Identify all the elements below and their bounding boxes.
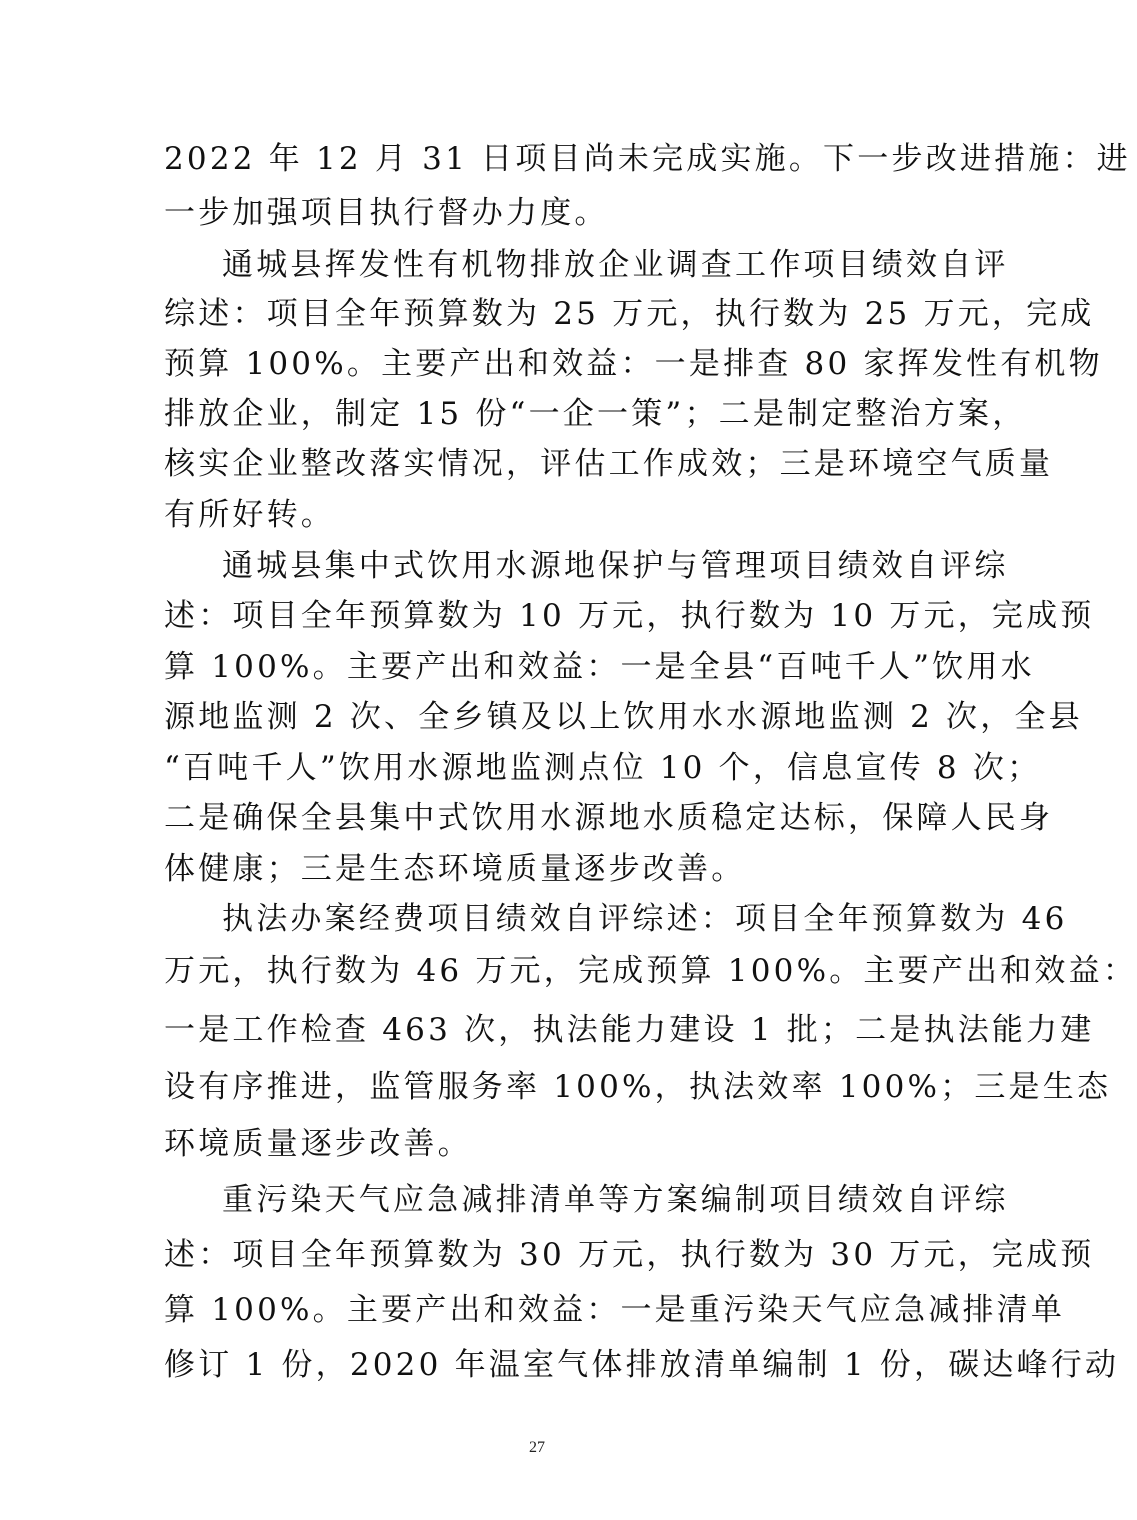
text-line: 修订 1 份，2020 年温室气体排放清单编制 1 份，碳达峰行动 (164, 1347, 1120, 1383)
text-line: 一步加强项目执行督办力度。 (164, 195, 609, 231)
text-line: 环境质量逐步改善。 (164, 1126, 472, 1162)
text-line: 算 100%。主要产出和效益：一是重污染天气应急减排清单 (164, 1292, 1066, 1328)
paragraph-start-line: 通城县集中式饮用水源地保护与管理项目绩效自评综 (222, 548, 1009, 584)
paragraph-start-line: 执法办案经费项目绩效自评综述：项目全年预算数为 46 (222, 901, 1068, 937)
paragraph-start-line: 通城县挥发性有机物排放企业调查工作项目绩效自评 (222, 247, 1009, 283)
text-line: 综述：项目全年预算数为 25 万元，执行数为 25 万元，完成 (164, 296, 1095, 332)
text-line: 述：项目全年预算数为 10 万元，执行数为 10 万元，完成预 (164, 598, 1095, 634)
text-line: 2022 年 12 月 31 日项目尚未完成实施。下一步改进措施：进 (164, 141, 1131, 177)
paragraph-start-line: 重污染天气应急减排清单等方案编制项目绩效自评综 (222, 1182, 1009, 1218)
text-line: 二是确保全县集中式饮用水源地水质稳定达标，保障人民身 (164, 800, 1054, 836)
text-line: 核实企业整改落实情况，评估工作成效；三是环境空气质量 (164, 446, 1054, 482)
text-line: 述：项目全年预算数为 30 万元，执行数为 30 万元，完成预 (164, 1237, 1095, 1273)
text-line: 万元，执行数为 46 万元，完成预算 100%。主要产出和效益： (164, 953, 1137, 989)
text-line: 排放企业，制定 15 份“一企一策”；二是制定整治方案， (164, 396, 1027, 432)
text-line: “百吨千人”饮用水源地监测点位 10 个，信息宣传 8 次； (164, 750, 1042, 786)
text-line: 设有序推进，监管服务率 100%，执法效率 100%；三是生态 (164, 1069, 1112, 1105)
text-line: 算 100%。主要产出和效益：一是全县“百吨千人”饮用水 (164, 649, 1035, 685)
text-line: 有所好转。 (164, 497, 335, 533)
text-line: 预算 100%。主要产出和效益：一是排查 80 家挥发性有机物 (164, 346, 1103, 382)
text-line: 源地监测 2 次、全乡镇及以上饮用水水源地监测 2 次，全县 (164, 699, 1083, 735)
text-line: 一是工作检查 463 次，执法能力建设 1 批；二是执法能力建 (164, 1012, 1095, 1048)
page-number: 27 (529, 1439, 545, 1456)
text-line: 体健康；三是生态环境质量逐步改善。 (164, 851, 746, 887)
